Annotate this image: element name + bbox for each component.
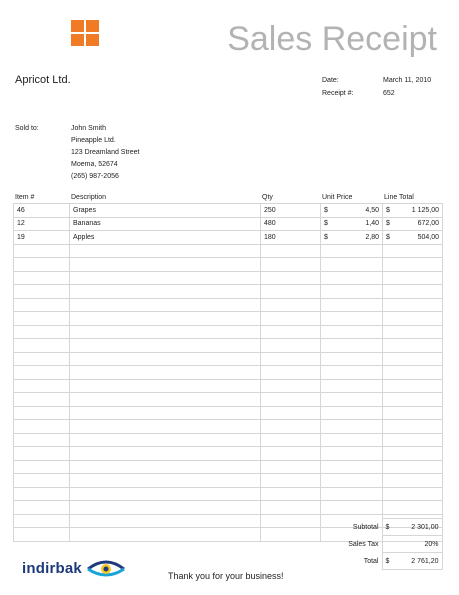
qty-cell <box>261 474 321 488</box>
description-cell <box>70 487 261 501</box>
sales-tax-value: 20% <box>382 536 442 553</box>
description-cell <box>70 352 261 366</box>
line-total-cell <box>383 420 443 434</box>
company-logo <box>71 20 100 47</box>
unit-price-cell <box>321 271 383 285</box>
qty-cell <box>261 352 321 366</box>
item-number-cell: 12 <box>14 217 70 231</box>
totals-table <box>320 518 443 570</box>
customer-phone: (265) 987-2056 <box>71 173 119 180</box>
line-total-cell <box>383 298 443 312</box>
table-row <box>14 420 443 434</box>
item-number-cell <box>14 406 70 420</box>
line-total-cell <box>383 231 443 245</box>
line-total-cell <box>383 366 443 380</box>
item-number-cell <box>14 244 70 258</box>
qty-cell <box>261 285 321 299</box>
item-number-cell <box>14 285 70 299</box>
item-number-cell <box>14 514 70 528</box>
currency-symbol: $ <box>386 206 390 214</box>
total-cell <box>382 553 442 570</box>
subtotal-cell <box>382 519 442 536</box>
thank-you-message: Thank you for your business! <box>168 571 284 581</box>
qty-cell: 250 <box>261 204 321 218</box>
line-total-cell <box>383 325 443 339</box>
table-row <box>14 447 443 461</box>
description-cell <box>70 298 261 312</box>
date-label: Date: <box>322 77 339 84</box>
line-total-cell <box>383 258 443 272</box>
unit-price-value: 2,80 <box>365 233 379 241</box>
line-total-cell <box>383 204 443 218</box>
customer-company: Pineapple Ltd. <box>71 137 116 144</box>
qty-cell <box>261 258 321 272</box>
qty-cell <box>261 325 321 339</box>
receipt-value: 652 <box>383 90 395 97</box>
table-row <box>14 339 443 353</box>
customer-name: John Smith <box>71 125 107 132</box>
unit-price-cell <box>321 231 383 245</box>
total-label: Total <box>363 557 379 565</box>
unit-price-cell <box>321 433 383 447</box>
description-cell <box>70 271 261 285</box>
item-number-cell <box>14 379 70 393</box>
unit-price-cell <box>321 406 383 420</box>
unit-price-cell <box>321 379 383 393</box>
table-row <box>14 231 443 245</box>
description-cell <box>70 447 261 461</box>
item-number-cell <box>14 393 70 407</box>
description-cell <box>70 325 261 339</box>
description-cell: Apples <box>70 231 261 245</box>
item-number-cell <box>14 528 70 542</box>
line-total-cell <box>383 501 443 515</box>
table-row <box>14 204 443 218</box>
unit-price-cell <box>321 487 383 501</box>
item-number-cell <box>14 474 70 488</box>
item-number-cell <box>14 298 70 312</box>
currency-symbol: $ <box>386 233 390 241</box>
table-row <box>14 501 443 515</box>
description-cell <box>70 514 261 528</box>
logo-tile <box>86 20 99 32</box>
unit-price-value: 4,50 <box>365 206 379 214</box>
unit-price-cell <box>321 258 383 272</box>
line-total-value: 672,00 <box>417 220 439 228</box>
line-total-cell <box>383 285 443 299</box>
unit-price-cell <box>321 420 383 434</box>
unit-price-cell <box>321 460 383 474</box>
item-number-cell <box>14 420 70 434</box>
qty-cell: 180 <box>261 231 321 245</box>
qty-cell <box>261 298 321 312</box>
table-row <box>14 474 443 488</box>
sold-to-label: Sold to: <box>15 125 39 132</box>
description-cell <box>70 528 261 542</box>
logo-tile <box>71 34 84 46</box>
line-total-cell <box>383 217 443 231</box>
date-value: March 11, 2010 <box>383 77 432 84</box>
line-total-cell <box>383 433 443 447</box>
table-row <box>14 379 443 393</box>
receipt-label: Receipt #: <box>322 90 354 97</box>
item-number-cell <box>14 366 70 380</box>
currency-symbol: $ <box>324 220 328 228</box>
qty-cell: 480 <box>261 217 321 231</box>
description-cell <box>70 420 261 434</box>
currency-symbol: $ <box>324 233 328 241</box>
total-value: 2 761,20 <box>411 557 439 565</box>
table-row <box>14 271 443 285</box>
line-total-cell <box>383 352 443 366</box>
qty-cell <box>261 460 321 474</box>
description-cell: Bananas <box>70 217 261 231</box>
logo-tile <box>71 20 84 32</box>
item-number-cell <box>14 433 70 447</box>
unit-price-cell <box>321 447 383 461</box>
item-number-cell <box>14 325 70 339</box>
logo-tile <box>86 34 99 46</box>
line-total-cell <box>383 447 443 461</box>
subtotal-label: Subtotal <box>352 523 379 531</box>
unit-price-cell <box>321 366 383 380</box>
item-number-cell <box>14 447 70 461</box>
sales-tax-label: Sales Tax <box>348 540 379 548</box>
brand-logo <box>22 557 126 579</box>
description-cell: Grapes <box>70 204 261 218</box>
description-cell <box>70 339 261 353</box>
header-unit-price: Unit Price <box>322 194 353 201</box>
table-row <box>14 460 443 474</box>
header-qty: Qty <box>262 194 273 201</box>
line-total-value: 504,00 <box>417 233 439 241</box>
qty-cell <box>261 393 321 407</box>
table-row <box>14 352 443 366</box>
qty-cell <box>261 420 321 434</box>
header-line-total: Line Total <box>384 194 414 201</box>
table-row <box>14 366 443 380</box>
description-cell <box>70 406 261 420</box>
description-cell <box>70 433 261 447</box>
line-total-cell <box>383 312 443 326</box>
table-row <box>14 487 443 501</box>
items-table <box>13 203 443 542</box>
line-total-value: 1 125,00 <box>411 206 439 214</box>
unit-price-cell <box>321 217 383 231</box>
line-total-cell <box>383 379 443 393</box>
unit-price-cell <box>321 204 383 218</box>
description-cell <box>70 366 261 380</box>
unit-price-cell <box>321 312 383 326</box>
item-number-cell <box>14 339 70 353</box>
qty-cell <box>261 406 321 420</box>
unit-price-cell <box>321 325 383 339</box>
description-cell <box>70 474 261 488</box>
table-row <box>14 393 443 407</box>
unit-price-cell <box>321 474 383 488</box>
description-cell <box>70 312 261 326</box>
line-total-cell <box>383 406 443 420</box>
item-number-cell <box>14 271 70 285</box>
item-number-cell <box>14 258 70 272</box>
line-total-cell <box>383 487 443 501</box>
customer-city: Moema, 52674 <box>71 161 118 168</box>
description-cell <box>70 460 261 474</box>
line-total-cell <box>383 460 443 474</box>
qty-cell <box>261 339 321 353</box>
table-row <box>14 433 443 447</box>
item-number-cell <box>14 460 70 474</box>
customer-street: 123 Dreamland Street <box>71 149 140 156</box>
line-total-cell <box>383 339 443 353</box>
line-total-cell <box>383 474 443 488</box>
item-number-cell: 46 <box>14 204 70 218</box>
unit-price-cell <box>321 352 383 366</box>
item-number-cell: 19 <box>14 231 70 245</box>
qty-cell <box>261 501 321 515</box>
currency-symbol: $ <box>385 557 390 565</box>
item-number-cell <box>14 487 70 501</box>
unit-price-cell <box>321 285 383 299</box>
unit-price-cell <box>321 339 383 353</box>
items-table-header <box>15 194 445 203</box>
qty-cell <box>261 312 321 326</box>
unit-price-cell <box>321 298 383 312</box>
qty-cell <box>261 366 321 380</box>
table-row <box>14 244 443 258</box>
company-name: Apricot Ltd. <box>15 74 71 86</box>
page-title: Sales Receipt <box>227 20 437 58</box>
table-row <box>14 285 443 299</box>
table-row <box>14 312 443 326</box>
currency-symbol: $ <box>324 206 328 214</box>
qty-cell <box>261 487 321 501</box>
brand-name: indirbak <box>22 559 82 577</box>
unit-price-value: 1,40 <box>365 220 379 228</box>
item-number-cell <box>14 352 70 366</box>
line-total-cell <box>383 271 443 285</box>
total-row <box>320 553 442 570</box>
line-total-cell <box>383 244 443 258</box>
description-cell <box>70 379 261 393</box>
currency-symbol: $ <box>385 523 390 531</box>
qty-cell <box>261 447 321 461</box>
header-description: Description <box>71 194 107 201</box>
subtotal-value: 2 301,00 <box>411 523 439 531</box>
description-cell <box>70 258 261 272</box>
item-number-cell <box>14 312 70 326</box>
header-item: Item # <box>15 194 35 201</box>
table-row <box>14 217 443 231</box>
table-row <box>14 325 443 339</box>
brand-eye-icon <box>86 557 126 579</box>
table-row <box>14 258 443 272</box>
qty-cell <box>261 244 321 258</box>
description-cell <box>70 393 261 407</box>
qty-cell <box>261 271 321 285</box>
qty-cell <box>261 379 321 393</box>
description-cell <box>70 285 261 299</box>
description-cell <box>70 244 261 258</box>
unit-price-cell <box>321 244 383 258</box>
currency-symbol: $ <box>386 220 390 228</box>
unit-price-cell <box>321 501 383 515</box>
sales-tax-row <box>320 536 442 553</box>
line-total-cell <box>383 393 443 407</box>
item-number-cell <box>14 501 70 515</box>
qty-cell <box>261 433 321 447</box>
qty-cell <box>261 514 321 528</box>
description-cell <box>70 501 261 515</box>
table-row <box>14 406 443 420</box>
table-row <box>14 298 443 312</box>
unit-price-cell <box>321 393 383 407</box>
qty-cell <box>261 528 321 542</box>
subtotal-row <box>320 519 442 536</box>
